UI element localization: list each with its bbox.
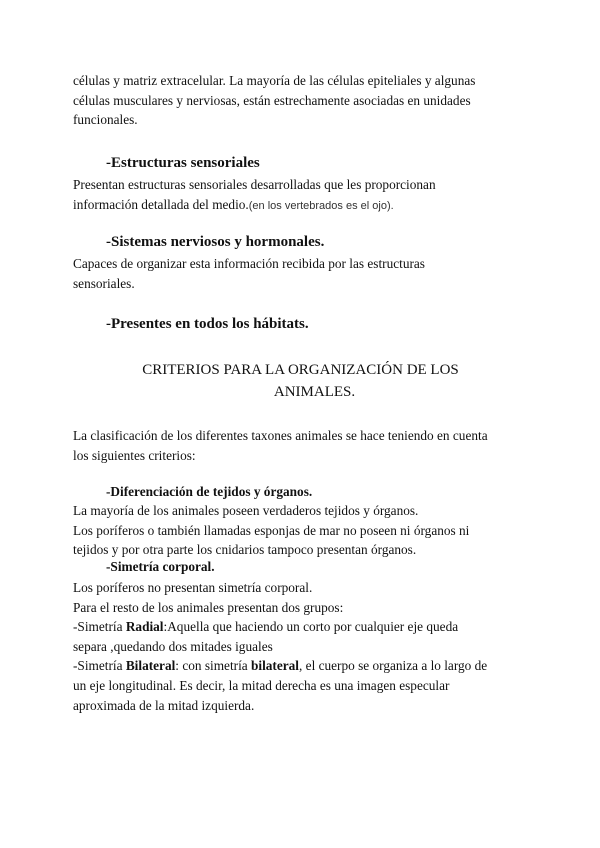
sensorial-line-2 [73,195,528,217]
intro-paragraph [73,71,528,130]
simetria-line-2: Para el resto de los animales presentan dos grupos: [73,599,344,615]
simetria-radial-line-2: separa ,quedando dos mitades iguales [73,638,273,654]
intro-line-2: células musculares y nerviosas, están estrechamente asociadas en unidades [73,92,471,108]
heading-presentes-habitats: -Presentes en todos los hábitats. [106,316,309,332]
criterios-paragraph [73,426,528,465]
bilateral-prefix: -Simetría [73,658,126,674]
tejidos-line-2: Los poríferos o también llamadas esponjas de mar no poseen ni órganos ni [73,522,470,538]
section-title-line-2: ANIMALES. [273,384,356,400]
heading-sistemas-nerviosos: -Sistemas nerviosos y hormonales. [106,234,325,250]
radial-bold: Radial [125,619,164,635]
sensorial-line-1: Presentan estructuras sensoriales desarrolladas que les proporcionan [73,177,436,192]
sensorial-paragraph [73,175,528,216]
heading-estructuras-sensoriales: -Estructuras sensoriales [106,155,260,171]
bilateral-rest: , el cuerpo se organiza a lo largo de [299,658,488,674]
section-title [73,359,528,403]
heading-simetria-corporal: -Simetría corporal. [106,559,215,574]
tejidos-line-1: La mayoría de los animales poseen verdaderos tejidos y órganos. [73,503,419,518]
sensorial-note: (en los vertebrados es el ojo). [248,199,394,212]
bilateral-bold: Bilateral [125,658,176,674]
nervioso-line-1: Capaces de organizar esta información recibida por las estructuras [73,256,425,271]
simetria-paragraph [73,578,528,715]
section-title-line-1: CRITERIOS PARA LA ORGANIZACIÓN DE LOS [142,362,459,378]
simetria-line-1: Los poríferos no presentan simetría corporal. [73,580,313,595]
bilateral-bold-2: bilateral [251,658,300,674]
simetria-bilateral-line-3: aproximada de la mitad izquierda. [73,697,255,713]
simetria-bilateral-line [73,656,528,676]
sensorial-line-2-text: información detallada del medio. [73,196,249,212]
radial-rest: :Aquella que haciendo un corto por cualquier eje queda [163,619,459,635]
criterios-line-1: La clasificación de los diferentes taxones animales se hace teniendo en cuenta [73,428,488,443]
radial-prefix: -Simetría [73,619,126,635]
bilateral-mid: : con simetría [175,658,251,674]
simetria-radial-line [73,617,528,637]
tejidos-line-3: tejidos y por otra parte los cnidarios tampoco presentan órganos. [73,542,417,558]
criterios-line-2: los siguientes criterios: [73,447,196,463]
simetria-bilateral-line-2: un eje longitudinal. Es decir, la mitad derecha es una imagen especular [73,677,450,693]
intro-line-1: células y matriz extracelular. La mayoría de las células epiteliales y algunas [73,73,476,88]
heading-diferenciacion-tejidos: -Diferenciación de tejidos y órganos. [106,484,313,499]
intro-line-3: funcionales. [73,112,138,128]
nervioso-line-2: sensoriales. [73,275,135,291]
nervioso-paragraph [73,254,528,293]
tejidos-paragraph [73,501,528,560]
